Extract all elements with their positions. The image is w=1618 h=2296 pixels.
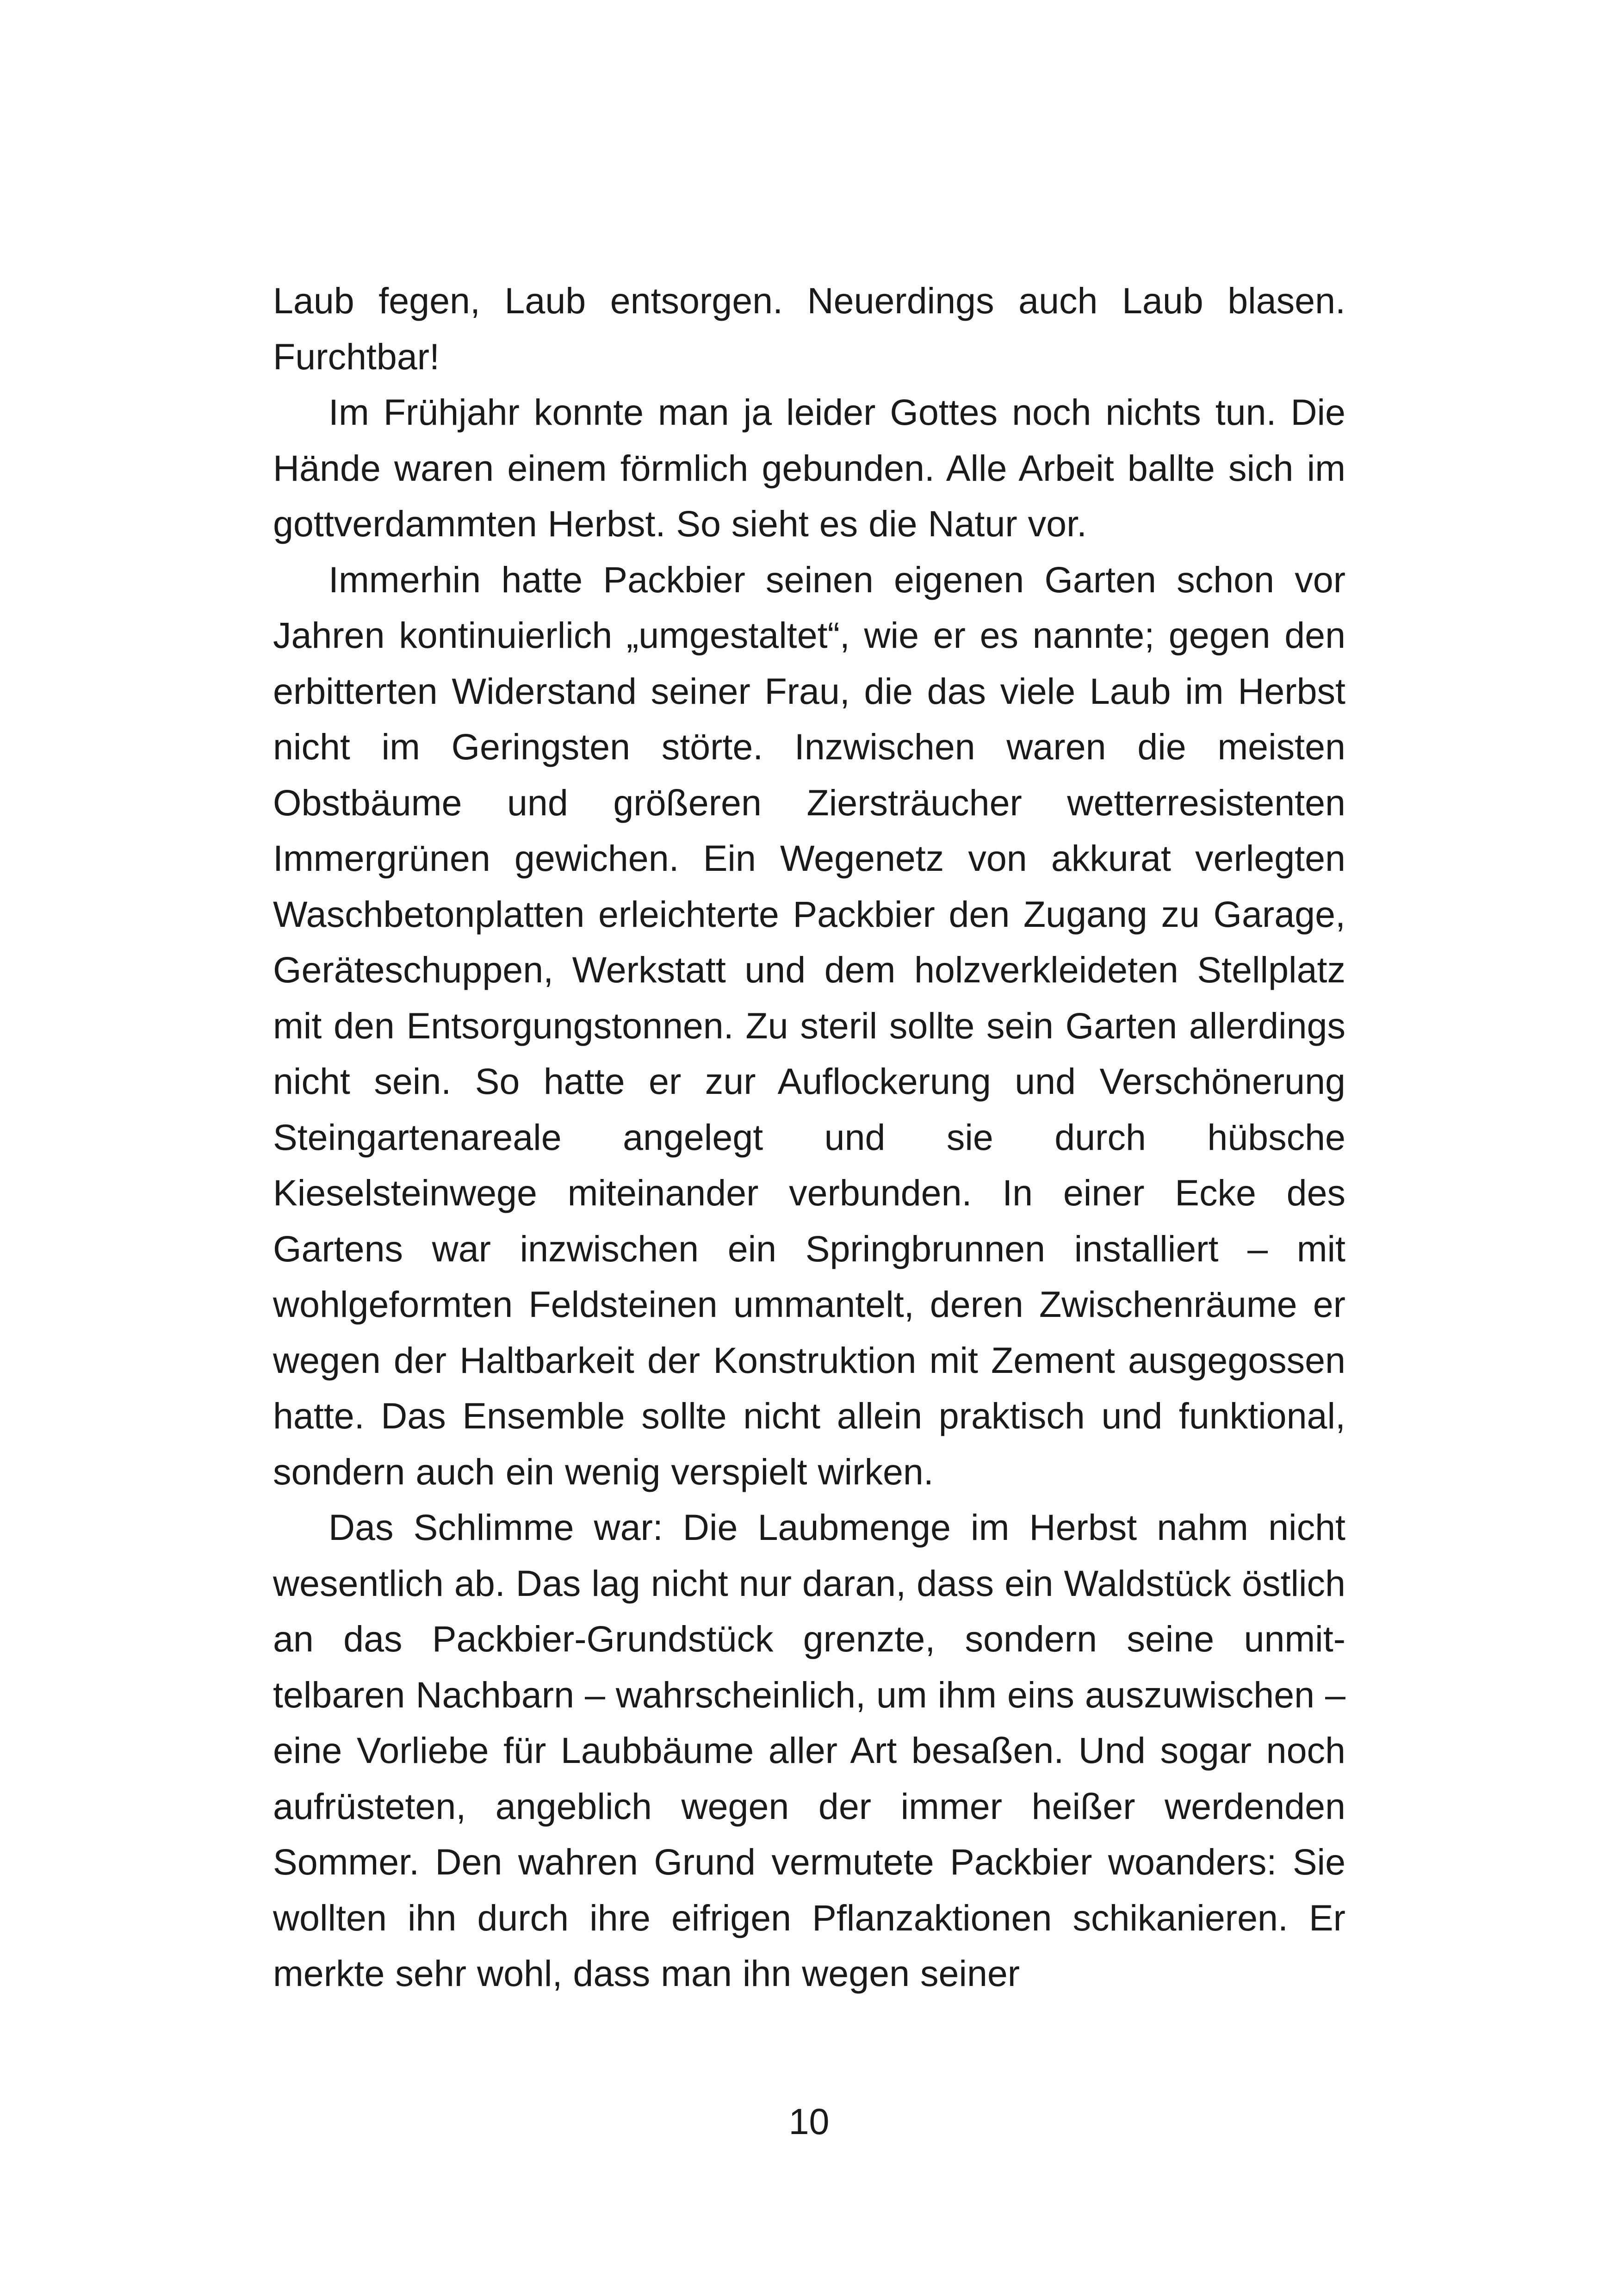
paragraph-2: Im Frühjahr konnte man ja leider Gottes noch nichts tun. Die Hände waren einem förmlich gebunden. Alle Arbeit ballte sich im gottverdammten Herbst. So sieht es die Natur vor. [273,391,1345,544]
page-number: 10 [788,2101,830,2142]
paragraph-3: Immerhin hatte Packbier seinen eigenen Garten schon vor Jahren kontinuierlich „umgestaltet“, wie er es nannte; gegen den erbitterten Widerstand seiner Frau, die das viele Laub im Herbst nicht im Geringsten störte. Inzwischen waren die meisten Obstbäume und größeren Ziersträucher wetterresistenten Immergrünen gewichen. Ein Wegenetz von akkurat verlegten Waschbetonplatten erleichterte Packbier den Zugang zu Garage, Geräteschuppen, Werkstatt und dem holzverkleideten Stellplatz mit den Entsorgungstonnen. Zu steril sollte sein Garten allerdings nicht sein. So hatte er zur Auflockerung und Verschönerung Steingartenareale angelegt und sie durch hübsche Kieselsteinwege miteinander verbunden. In einer Ecke des Gartens war inzwischen ein Springbrunnen installiert – mit wohlgeformten Feldsteinen ummantelt, deren Zwischenräume er wegen der Haltbarkeit der Konstruktion mit Zement ausgegossen hatte. Das Ensemble sollte nicht allein praktisch und funktional, sondern auch ein wenig verspielt wirken. [273,558,1345,1492]
paragraph-1: Laub fegen, Laub entsorgen. Neuerdings auch Laub blasen. Furchtbar! [273,280,1345,377]
body-text [273,273,1345,2002]
paragraph-4: Das Schlimme war: Die Laubmenge im Herbst nahm nicht wesentlich ab. Das lag nicht nur daran, dass ein Waldstück östlich an das Packbier-Grundstück grenzte, sondern seine unmittelbaren Nachbarn – wahrscheinlich, um ihm eins auszuwischen – eine Vorliebe für Laubbäume aller Art besaßen. Und sogar noch aufrüsteten, angeblich wegen der immer heißer werdenden Sommer. Den wahren Grund vermutete Packbier woanders: Sie wollten ihn durch ihre eifrigen Pflanzaktionen schikanieren. Er merkte sehr wohl, dass man ihn wegen seiner [273,1507,1345,1994]
